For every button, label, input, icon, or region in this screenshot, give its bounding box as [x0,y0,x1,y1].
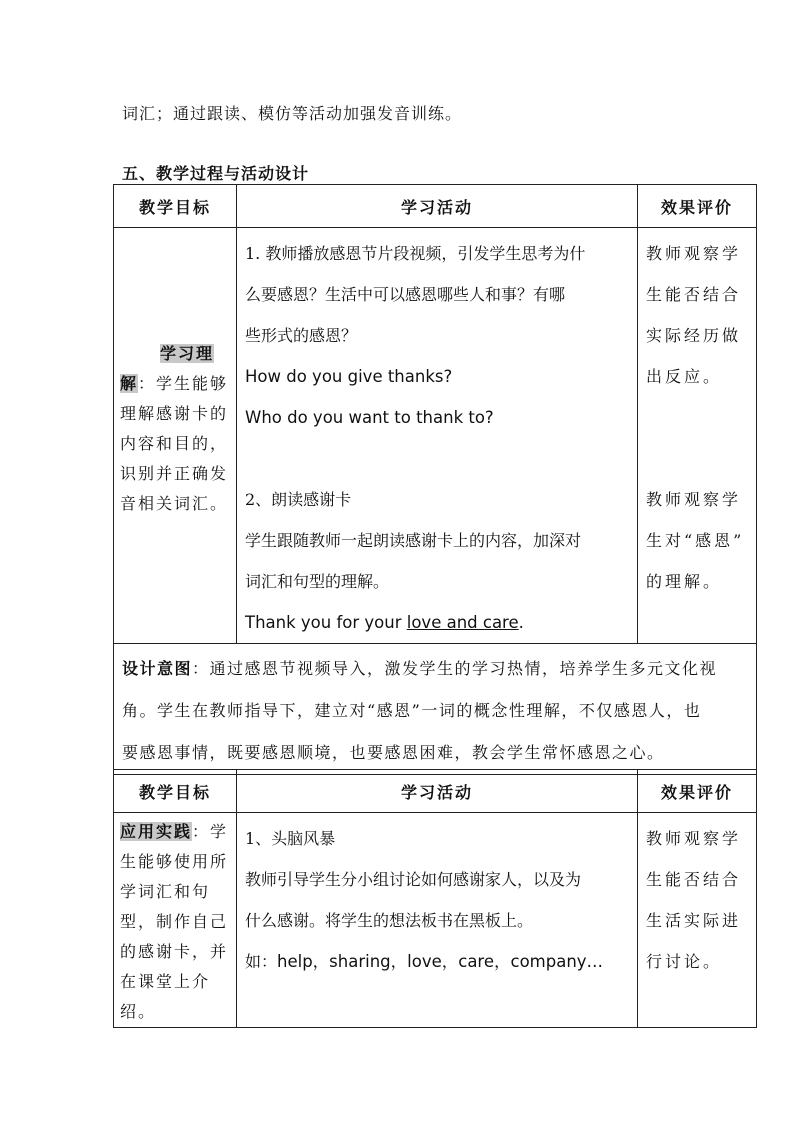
effect-cell [638,813,757,1028]
activity-cell [237,813,638,1028]
goal-highlight: 应用实践 [120,822,193,841]
goal-cell [114,813,237,1028]
effect-cell [638,228,757,644]
activity-table-1 [113,184,757,775]
goal-highlight: 学习理解 [120,343,215,393]
goal-text [114,813,236,1027]
intent-line: 要感恩事情，既要感恩顺境，也要感恩困难，教会学生常怀感恩之心。 [122,743,665,762]
spacer [646,438,748,479]
spacer [646,397,748,438]
activity1-line: 么要感恩？生活中可以感恩哪些人和事？有哪 [245,285,566,304]
activity-content [237,228,637,643]
intent-line: 角。学生在教师指导下，建立对“感恩”一词的概念性理解，不仅感恩人，也 [122,701,702,720]
intent-line [122,648,748,690]
header-activity: 学习活动 [237,770,638,813]
table-header-row [114,185,757,228]
effect-content [638,228,756,602]
activity1-line: 1. 教师播放感恩节片段视频，引发学生思考为什 [245,244,586,263]
sentence-underlined: love and care [406,613,519,632]
effect1-line: 生能否结合 [646,285,742,304]
effect-line: 教师观察学 [646,829,742,848]
example-prefix: 如： [245,952,278,971]
header-goal: 教学目标 [114,770,237,813]
goal-cell [114,228,237,644]
activity1-english-question: How do you give thanks? [245,367,453,386]
sentence-prefix: Thank you for your [245,613,407,632]
activity2-english-sentence [245,602,629,643]
intro-text-line: 词汇；通过跟读、模仿等活动加强发音训练。 [122,104,463,123]
table-row [114,813,757,1028]
table-row [114,228,757,644]
effect-line: 行讨论。 [646,952,723,971]
effect-line: 生能否结合 [646,870,742,889]
goal-description: ：学生能够理解感谢卡的内容和目的，识别并正确发音相关词汇。 [120,373,229,513]
effect-content [638,813,756,982]
design-intent-text [114,644,756,774]
effect1-line: 实际经历做 [646,326,742,345]
header-effect: 效果评价 [638,770,757,813]
table-header-row [114,770,757,813]
intent-label: 设计意图 [122,659,193,678]
activity1-english-question: Who do you want to thank to? [245,408,494,427]
activity2-line: 词汇和句型的理解。 [245,572,390,591]
effect2-line: 教师观察学 [646,490,742,509]
spacer [245,438,629,479]
activity-line: 教师引导学生分小组讨论如何感谢家人，以及为 [245,870,582,889]
effect-line: 生活实际进 [646,911,742,930]
effect1-line: 出反应。 [646,367,723,386]
goal-text [114,335,236,519]
activity1-line: 些形式的感恩？ [245,326,358,345]
activity-line: 什么感谢。将学生的想法板书在黑板上。 [245,911,534,930]
header-activity: 学习活动 [237,185,638,228]
effect2-line: 生对“感恩” [646,531,745,550]
intent-line-text: ：通过感恩节视频导入，激发学生的学习热情，培养学生多元文化视 [192,659,718,678]
effect1-line: 教师观察学 [646,244,742,263]
activity-title: 1、头脑风暴 [245,829,336,848]
header-effect: 效果评价 [638,185,757,228]
activity-content [237,813,637,982]
effect2-line: 的理解。 [646,572,723,591]
activity-cell [237,228,638,644]
example-words: help，sharing，love，care，company… [277,952,604,971]
header-goal: 教学目标 [114,185,237,228]
intent-row [114,644,757,775]
section-heading: 五、教学过程与活动设计 [122,164,310,183]
activity2-title: 2、朗读感谢卡 [245,490,352,509]
design-intent-cell [114,644,757,775]
activity2-line: 学生跟随教师一起朗读感谢卡上的内容，加深对 [245,531,582,550]
activity-example [245,941,629,982]
activity-table-2 [113,769,757,1028]
goal-description: ：学生能够使用所学词汇和句型，制作自己的感谢卡，并在课堂上介绍。 [120,822,229,1021]
sentence-suffix: . [518,613,524,632]
